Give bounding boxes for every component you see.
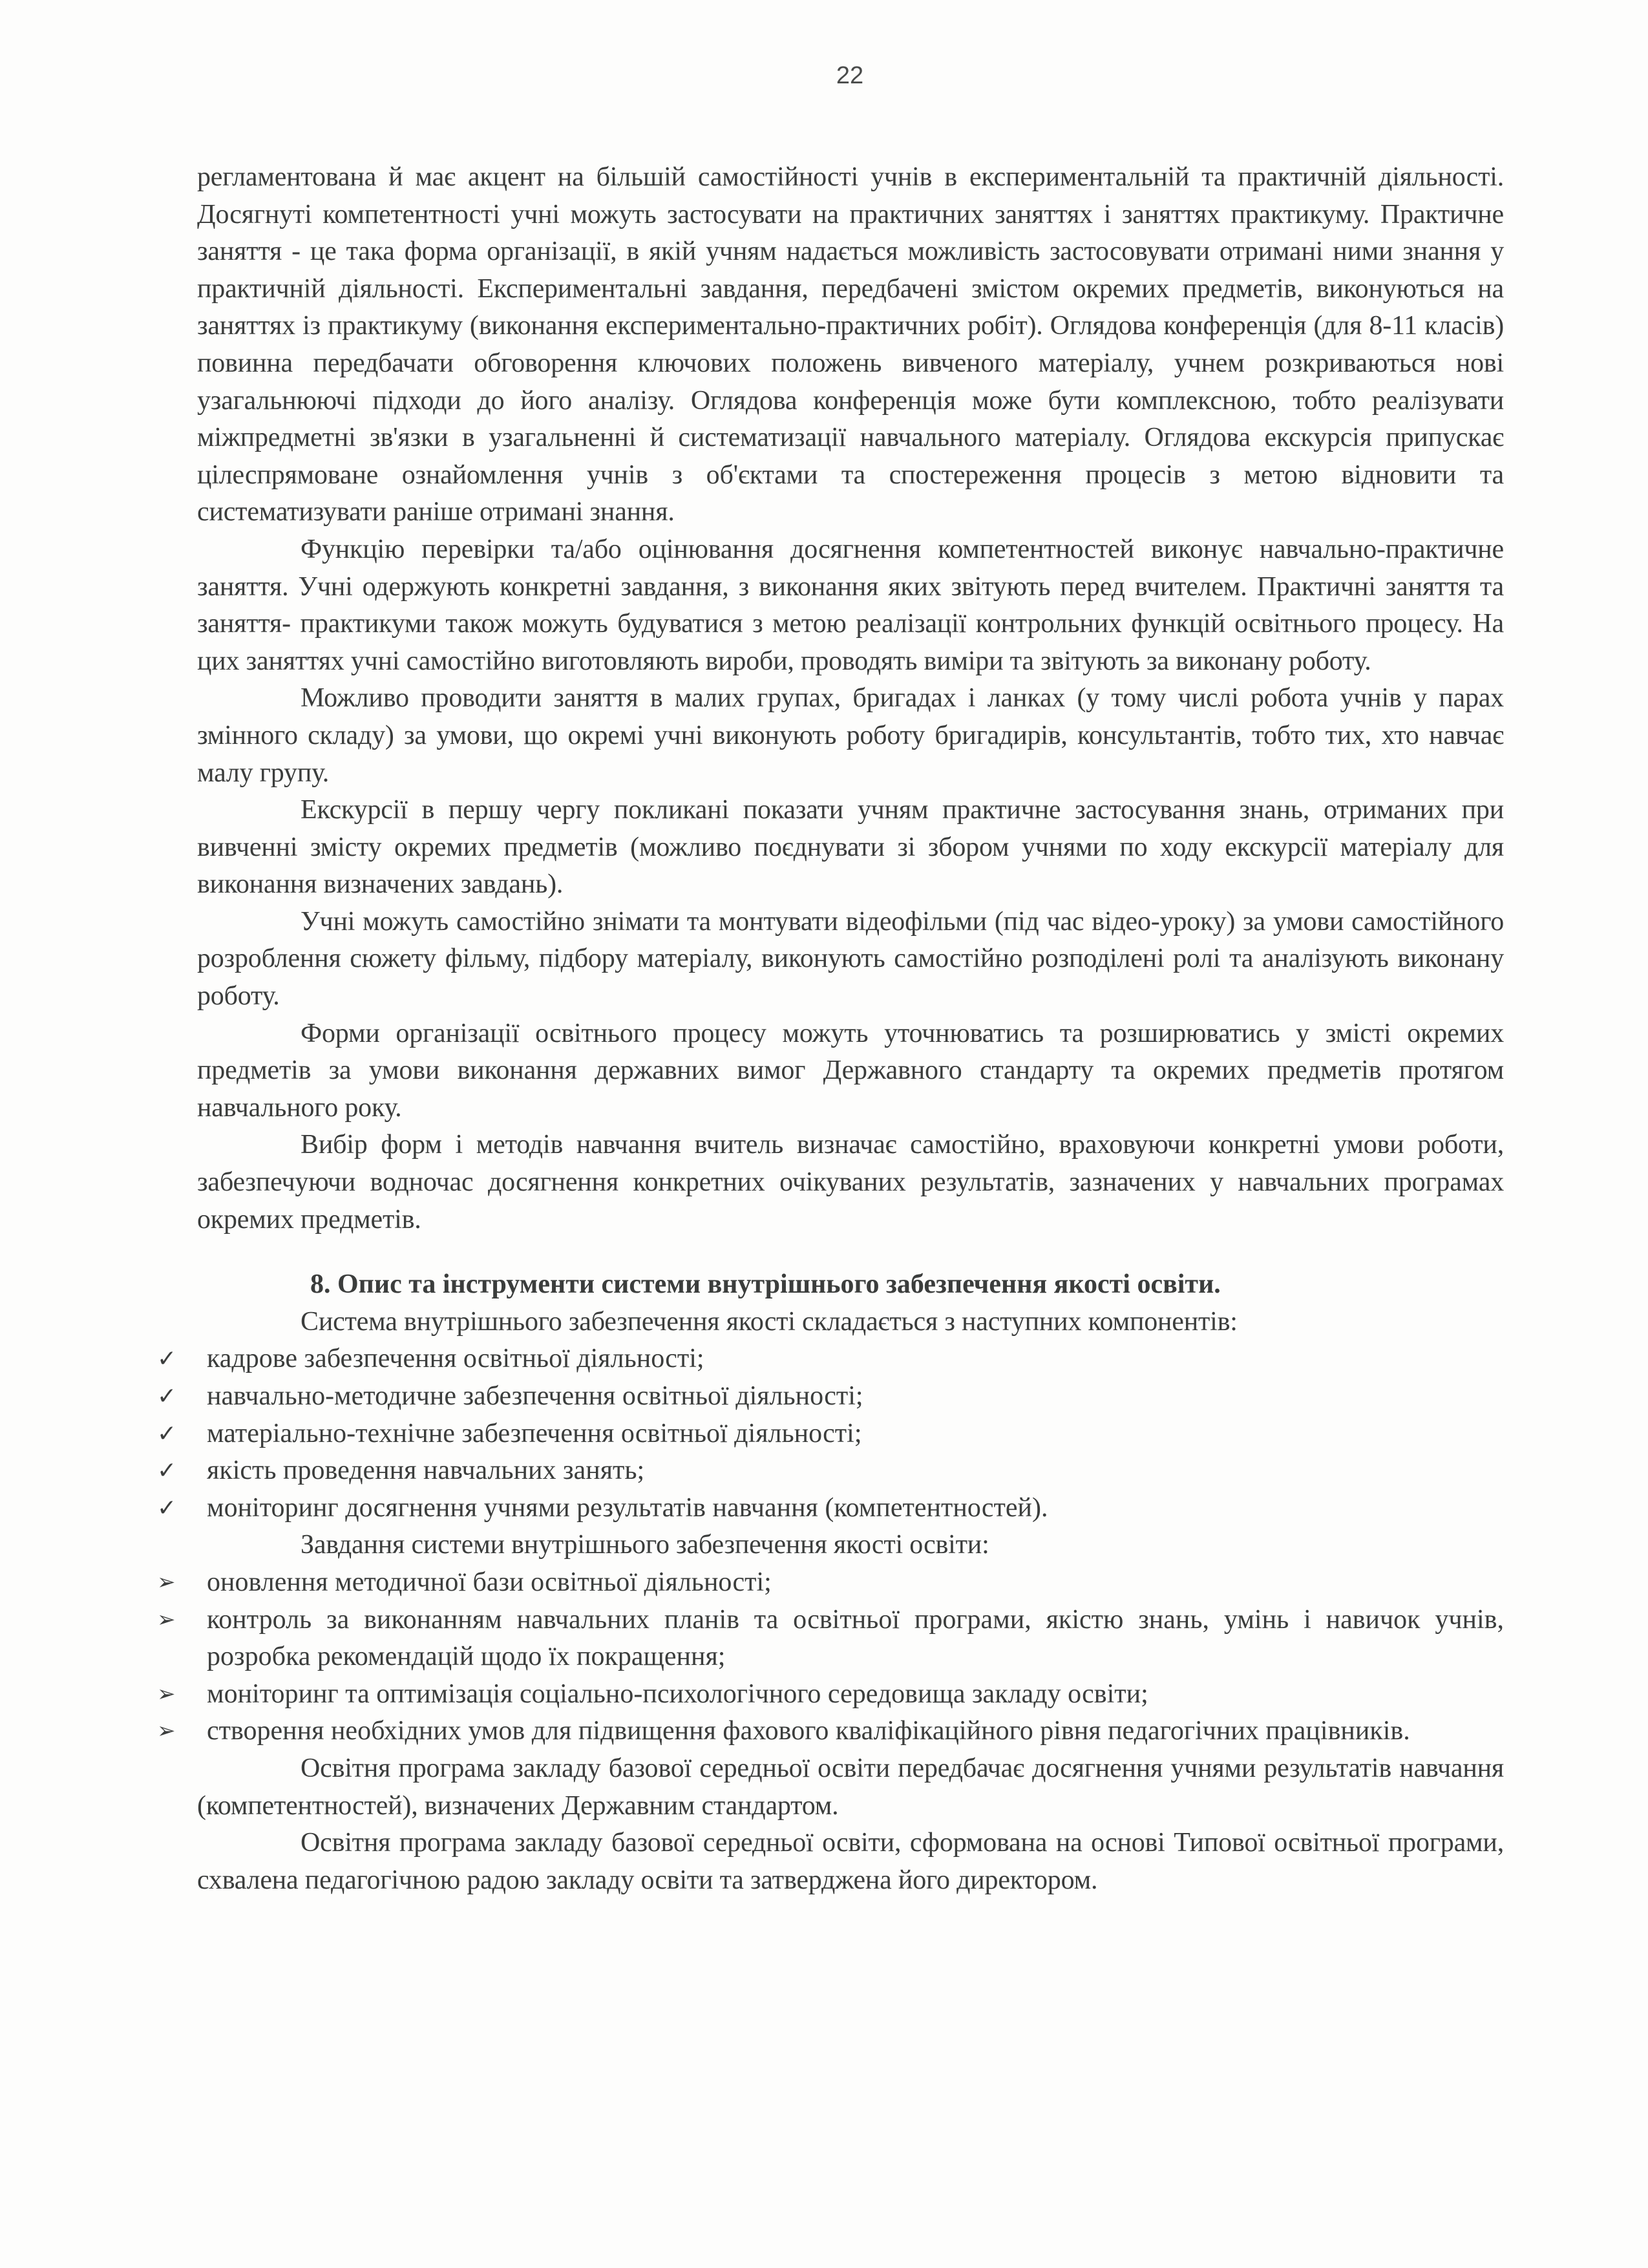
list-item-text: оновлення методичної бази освітньої діяльності; [207,1567,772,1597]
list-item [157,1490,1504,1527]
closing-paragraph-2: Освітня програма закладу базової середньої освіти, сформована на основі Типової освітньої програми, схвалена педагогічною радою закладу освіти та затверджена його директором. [197,1828,1504,1895]
body-paragraph-1: регламентована й має акцент на більшій самостійності учнів в експериментальній та практичній діяльності. Досягнуті компетентності учні можуть застосувати на практичних заняттях і заняттях практикуму. Практичне заняття - це така форма організації, в якій учням надається можливість застосовувати отримані ними знання у практичній діяльності. Експериментальні завдання, передбачені змістом окремих предметів, виконуються на заняттях із практикуму (виконання експериментально-практичних робіт). Оглядова конференція (для 8-11 класів) повинна передбачати обговорення ключових положень вивченого матеріалу, учнем розкриваються нові узагальнюючі підходи до його аналізу. Оглядова конференція може бути комплексною, тобто реалізувати міжпредметні зв'язки в узагальненні й систематизації навчального матеріалу. Оглядова екскурсія припускає цілеспрямоване ознайомлення учнів з об'єктами та спостереження процесів з метою відновити та систематизувати раніше отримані знання. [197,162,1504,527]
arrowhead-icon: ➢ [157,1606,176,1633]
list-item [157,1378,1504,1415]
list-item-text: контроль за виконанням навчальних планів та освітньої програми, якістю знань, умінь і навичок учнів, розробка рекомендацій щодо їх покращення; [207,1604,1504,1672]
body-paragraph-6: Форми організації освітнього процесу можуть уточнюватись та розширюватись у змісті окремих предметів за умови виконання державних вимог Державного стандарту та окремих предметів протягом навчального року. [197,1018,1504,1123]
checkmark-icon: ✓ [157,1457,177,1485]
components-intro: Система внутрішнього забезпечення якості складається з наступних компонентів: [301,1306,1238,1337]
checkmark-icon: ✓ [157,1346,177,1373]
closing-paragraph-1: Освітня програма закладу базової середньої освіти передбачає досягнення учнями результатів навчання (компетентностей), визначених Державним стандартом. [197,1753,1504,1821]
checkmark-icon: ✓ [157,1383,177,1410]
list-item [157,1602,1504,1676]
list-item [157,1452,1504,1490]
list-item [157,1676,1504,1713]
checkmark-icon: ✓ [157,1420,177,1447]
list-item-text: кадрове забезпечення освітньої діяльності; [207,1344,704,1374]
list-item-text: моніторинг досягнення учнями результатів навчання (компетентностей). [207,1492,1048,1523]
body-paragraph-3: Можливо проводити заняття в малих групах, бригадах і ланках (у тому числі робота учнів у парах змінного складу) за умови, що окремі учні виконують роботу бригадирів, консультантів, тобто тих, хто навчає малу групу. [197,683,1504,788]
page-number: 22 [836,62,864,89]
body-paragraph-5: Учні можуть самостійно знімати та монтувати відеофільми (під час відео-уроку) за умови самостійного розроблення сюжету фільму, підбору матеріалу, виконують самостійно розподілені ролі та аналізують виконану роботу. [197,906,1504,1012]
tasks-list [157,1564,1504,1750]
checkmark-icon: ✓ [157,1494,177,1521]
list-item-text: моніторинг та оптимізація соціально-психологічного середовища закладу освіти; [207,1679,1148,1709]
list-item-text: матеріально-технічне забезпечення освітньої діяльності; [207,1418,862,1448]
list-item-text: навчально-методичне забезпечення освітньої діяльності; [207,1381,863,1411]
body-paragraph-7: Вибір форм і методів навчання вчитель визначає самостійно, враховуючи конкретні умови роботи, забезпечуючи водночас досягнення конкретних очікуваних результатів, зазначених у навчальних програмах окремих предметів. [197,1130,1504,1235]
section-heading: 8. Опис та інструменти системи внутрішнього забезпечення якості освіти. [310,1269,1221,1300]
arrowhead-icon: ➢ [157,1680,176,1707]
list-item-text: створення необхідних умов для підвищення фахового кваліфікаційного рівня педагогічних працівників. [207,1716,1410,1746]
arrowhead-icon: ➢ [157,1569,176,1595]
body-paragraph-2: Функцію перевірки та/або оцінювання досягнення компетентностей виконує навчально-практичне заняття. Учні одержують конкретні завдання, з виконання яких звітують перед вчителем. Практичні заняття та заняття- практикуми також можуть будуватися з метою реалізації контрольних функцій освітнього процесу. На цих заняттях учні самостійно виготовляють вироби, проводять виміри та звітують за виконану роботу. [197,534,1504,676]
list-item-text: якість проведення навчальних занять; [207,1456,645,1486]
document-body [157,159,1504,1899]
list-item [157,1341,1504,1378]
list-item [157,1564,1504,1602]
arrowhead-icon: ➢ [157,1718,176,1744]
body-paragraph-4: Екскурсії в першу чергу покликані показати учням практичне застосування знань, отриманих при вивченні змісту окремих предметів (можливо поєднувати зі збором учнями по ходу екскурсії матеріалу для виконання визначених завдань). [197,795,1504,900]
list-item [157,1713,1504,1750]
components-list [157,1341,1504,1527]
list-item [157,1415,1504,1453]
tasks-intro: Завдання системи внутрішнього забезпечення якості освіти: [301,1530,989,1560]
